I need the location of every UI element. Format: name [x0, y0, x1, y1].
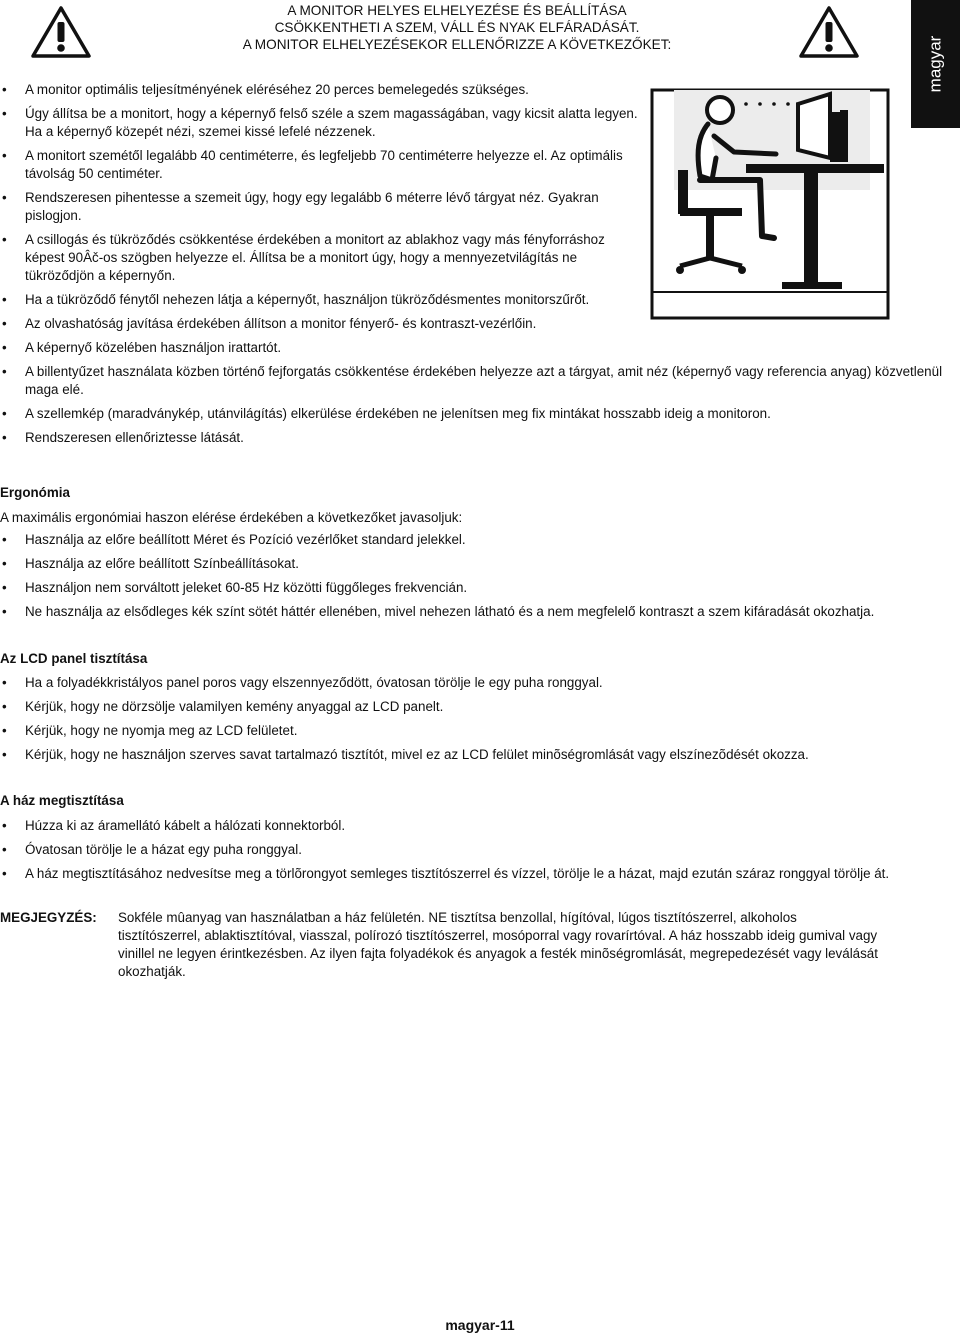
bullet: • — [2, 580, 7, 595]
list-item-text: A képernyő közelében használjon irattartót. — [25, 340, 282, 355]
bullet: • — [2, 747, 7, 762]
warning-triangle-icon — [30, 5, 92, 59]
list-item-text: A monitort szemétől legalább 40 centiméterre, és legfeljebb 70 centiméterre helyezze el. Az optimális távolság 50 centiméter. — [25, 148, 623, 181]
bullet: • — [2, 190, 7, 205]
bullet: • — [2, 532, 7, 547]
bullet: • — [2, 106, 7, 121]
list-item-text: Használjon nem sorváltott jeleket 60-85 Hz közötti függőleges frekvencián. — [25, 580, 468, 595]
bullet: • — [2, 232, 7, 247]
page-number: magyar-11 — [445, 1317, 515, 1333]
warning-triangle-icon — [798, 5, 860, 59]
bullet: • — [2, 818, 7, 833]
bullet: • — [2, 604, 7, 619]
list-item — [0, 603, 945, 621]
list-item — [0, 189, 645, 225]
header-line: A MONITOR ELHELYEZÉSEKOR ELLENŐRIZZE A KÖVETKEZŐKET: — [242, 37, 672, 52]
list-item — [0, 105, 645, 141]
bullet: • — [2, 340, 7, 355]
bullet: • — [2, 556, 7, 571]
list-item-text: Használja az előre beállított Színbeállításokat. — [25, 556, 299, 571]
list-item — [0, 555, 945, 573]
bullet: • — [2, 842, 7, 857]
ergonomics-intro: A maximális ergonómiai haszon elérése érdekében a következőket javasoljuk: — [0, 510, 463, 525]
list-item — [0, 363, 945, 399]
language-tab-label: magyar — [925, 35, 945, 93]
list-item — [0, 817, 945, 835]
bullet: • — [2, 430, 7, 445]
bullet: • — [2, 292, 7, 307]
header-text — [150, 2, 764, 53]
list-item — [0, 746, 945, 764]
list-item-text: Húzza ki az áramellátó kábelt a hálózati konnektorból. — [25, 818, 346, 833]
list-item — [0, 147, 645, 183]
list-item-text: Ne használja az elsődleges kék színt sötét háttér ellenében, mivel nehezen látható és a nem megfelelő kontraszt a szem kifáradását okozhatja. — [25, 604, 875, 619]
bullet: • — [2, 723, 7, 738]
bullet: • — [2, 406, 7, 421]
bullet: • — [2, 82, 7, 97]
list-item — [0, 339, 945, 357]
section-heading-ergonomics: Ergonómia — [0, 485, 70, 500]
list-item — [0, 579, 945, 597]
bullet: • — [2, 675, 7, 690]
monitor-placement-list — [0, 81, 945, 447]
list-item — [0, 674, 945, 692]
lcd-cleaning-list — [0, 674, 945, 764]
list-item-text: Úgy állítsa be a monitort, hogy a képernyő felső széle a szem magasságában, vagy kicsit alatta legyen. Ha a képernyő közepét nézi, szemei kissé lefelé nézzenek. — [25, 106, 638, 139]
list-item-text: Az olvashatóság javítása érdekében állítson a monitor fényerő- és kontraszt-vezérlőin. — [25, 316, 537, 331]
list-item — [0, 698, 945, 716]
list-item — [0, 405, 945, 423]
list-item-text: A monitor optimális teljesítményének eléréséhez 20 perces bemelegedés szükséges. — [25, 82, 529, 97]
list-item-text: Ha a folyadékkristályos panel poros vagy elszennyeződött, óvatosan törölje le egy puha ronggyal. — [25, 675, 603, 690]
note-text: Sokféle mûanyag van használatban a ház felületén. NE tisztítsa benzollal, hígítóval, lúgos tisztítószerrel, alkoholos tisztítószerrel, ablaktisztítóval, viasszal, polírozó tisztítószerrel, mosóporral vagy rovarírtóval. A ház hosszabb ideig gumival vagy vinillel ne legyen érintkezésben. Az ilyen fajta folyadékok és anyagok a festék minõségromlását, megrepedezését vagy leválását okozhatják. — [118, 910, 878, 979]
list-item-text: A szellemkép (maradványkép, utánvilágítás) elkerülése érdekében ne jelenítsen meg fix mintákat hosszabb ideig a monitoron. — [25, 406, 771, 421]
warning-header — [0, 0, 960, 64]
list-item-text: Kérjük, hogy ne használjon szerves savat tartalmazó tisztítót, mivel ez az LCD felület minõségromlását vagy elszínezõdését okozza. — [25, 747, 809, 762]
case-cleaning-list — [0, 817, 945, 883]
list-item-text: Rendszeresen pihentesse a szemeit úgy, hogy egy legalább 6 méterre lévő tárgyat néz. Gyakran pislogjon. — [25, 190, 599, 223]
list-item — [0, 315, 945, 333]
list-item-text: A ház megtisztításához nedvesítse meg a törlõrongyot semleges tisztítószerrel és vízzel, törölje le a házat, majd ezután száraz ronggyal törölje át. — [25, 866, 890, 881]
list-item — [0, 291, 645, 309]
bullet: • — [2, 364, 7, 379]
list-item — [0, 865, 945, 883]
list-item — [0, 429, 945, 447]
ergonomics-list — [0, 531, 945, 621]
list-item-text: Ha a tükröződő fénytől nehezen látja a képernyőt, használjon tükröződésmentes monitorszűrőt. — [25, 292, 590, 307]
list-item-text: Rendszeresen ellenőriztesse látását. — [25, 430, 244, 445]
bullet: • — [2, 699, 7, 714]
list-item-text: A billentyűzet használata közben történő fejforgatás csökkentése érdekében helyezze azt a tárgyat, amit néz (képernyő vagy referencia anyag) közvetlenül maga elé. — [25, 364, 943, 397]
bullet: • — [2, 148, 7, 163]
list-item — [0, 531, 945, 549]
list-item — [0, 841, 945, 859]
header-line: A MONITOR HELYES ELHELYEZÉSE ÉS BEÁLLÍTÁSA — [287, 3, 627, 18]
section-heading-lcd-cleaning: Az LCD panel tisztítása — [0, 651, 148, 666]
note-label: MEGJEGYZÉS: — [0, 910, 97, 925]
bullet: • — [2, 316, 7, 331]
list-item-text: Kérjük, hogy ne dörzsölje valamilyen kemény anyaggal az LCD panelt. — [25, 699, 444, 714]
list-item — [0, 722, 945, 740]
list-item — [0, 231, 645, 285]
list-item-text: Kérjük, hogy ne nyomja meg az LCD felületet. — [25, 723, 298, 738]
list-item-text: Óvatosan törölje le a házat egy puha ronggyal. — [25, 842, 302, 857]
list-item — [0, 81, 645, 99]
list-item-text: A csillogás és tükröződés csökkentése érdekében a monitort az ablakhoz vagy más fényforráshoz képest 90Âč-os szögben helyezze el. Állítsa be a monitort úgy, hogy a mennyezetvilágítás ne tükröződjön a képernyőn. — [25, 232, 605, 283]
section-heading-case-cleaning: A ház megtisztítása — [0, 793, 124, 808]
header-line: CSÖKKENTHETI A SZEM, VÁLL ÉS NYAK ELFÁRADÁSÁT. — [274, 20, 640, 35]
bullet: • — [2, 866, 7, 881]
list-item-text: Használja az előre beállított Méret és Pozíció vezérlőket standard jelekkel. — [25, 532, 466, 547]
